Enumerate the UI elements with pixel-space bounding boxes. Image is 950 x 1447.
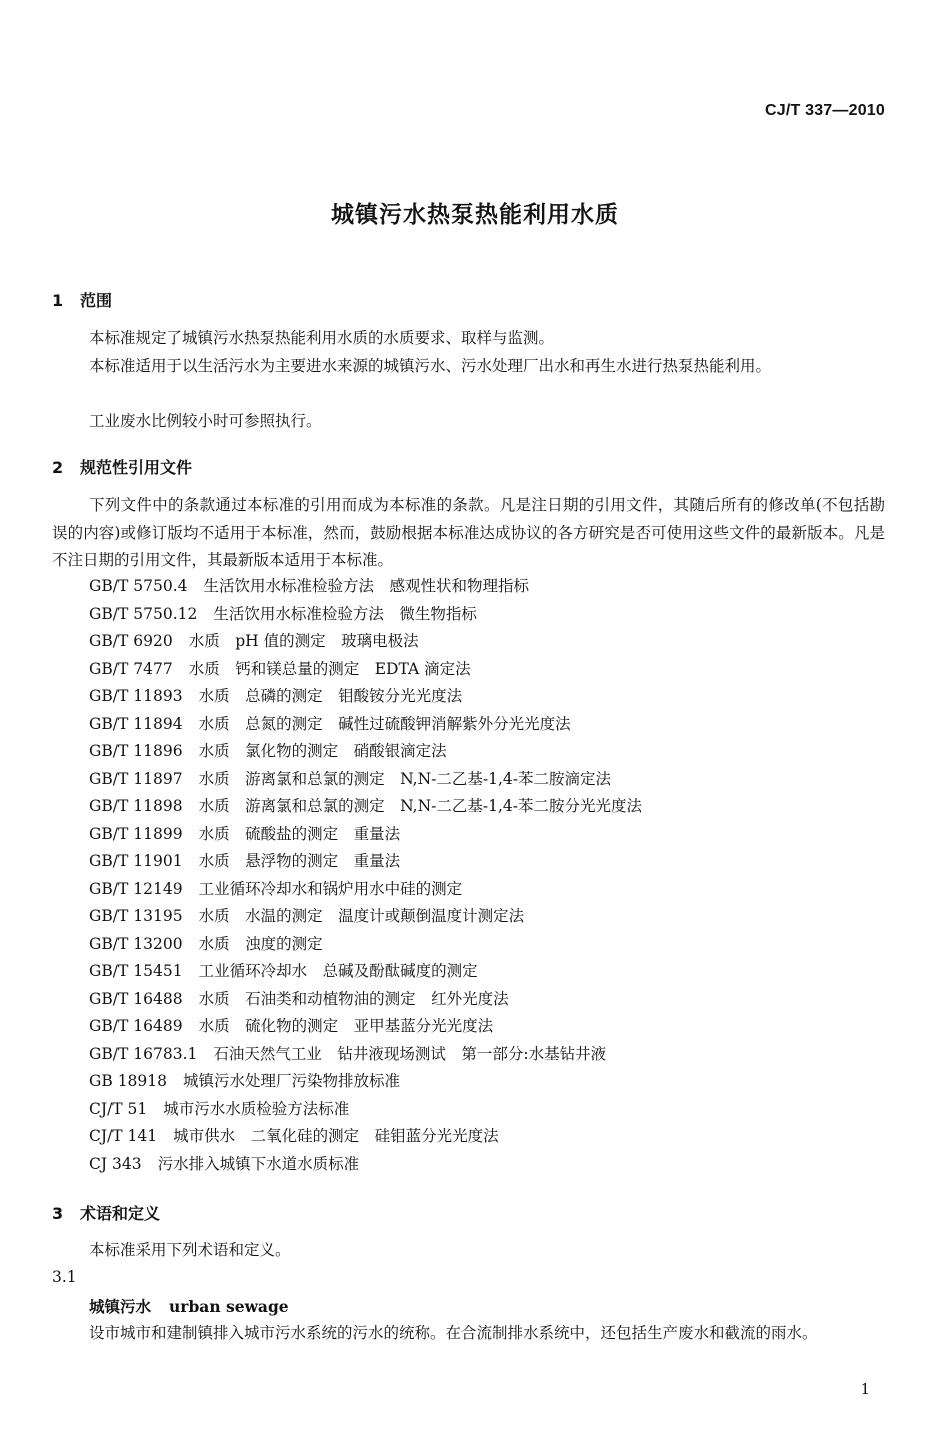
reference-title: 污水排入城镇下水道水质标准	[157, 1154, 360, 1173]
reference-code: GB/T 11899	[89, 824, 183, 843]
reference-code: GB/T 11893	[89, 687, 183, 705]
reference-code: CJ/T 51	[89, 1099, 148, 1118]
section-1-heading	[52, 288, 112, 311]
reference-item	[89, 711, 642, 739]
reference-title: 城镇污水处理厂污染物排放标准	[183, 1072, 401, 1090]
reference-title: 工业循环冷却水和锅炉用水中硅的测定	[198, 879, 463, 898]
reference-title: 水质 总氮的测定 碱性过硫酸钾消解紫外分光光度法	[198, 714, 571, 733]
reference-title: 水质 氯化物的测定 硝酸银滴定法	[198, 742, 447, 760]
reference-item	[89, 793, 642, 821]
term-definition: 设市城市和建制镇排入城市污水系统的污水的统称。在合流制排水系统中，还包括生产废水和截流的雨水。	[89, 1324, 818, 1342]
section-title: 术语和定义	[80, 1204, 161, 1223]
reference-code: GB/T 11896	[89, 742, 183, 760]
term-name-en: urban sewage	[169, 1297, 289, 1316]
reference-title: 水质 水温的测定 温度计或颠倒温度计测定法	[198, 907, 525, 925]
term-heading	[89, 1295, 289, 1317]
reference-title: 城市污水水质检验方法标准	[163, 1099, 350, 1118]
reference-code: GB/T 5750.4	[89, 577, 188, 595]
reference-code: GB/T 11901	[89, 852, 183, 870]
section-2-intro: 下列文件中的条款通过本标准的引用而成为本标准的条款。凡是注日期的引用文件，其随后所有的修改单(不包括勘误的内容)或修订版均不适用于本标准，然而，鼓励根据本标准达成协议的各方研究是否可使用这些文件的最新版本。凡是不注日期的引用文件，其最新版本适用于本标准。	[52, 496, 885, 569]
reference-item	[89, 958, 642, 986]
reference-item	[89, 601, 642, 629]
reference-title: 石油天然气工业 钻井液现场测试 第一部分:水基钻井液	[213, 1044, 607, 1063]
section-2-heading	[52, 455, 192, 478]
reference-list	[89, 573, 642, 1178]
section-3-heading	[52, 1201, 160, 1224]
section-1-paragraph-2: 本标准适用于以生活污水为主要进水来源的城镇污水、污水处理厂出水和再生水进行热泵热能利用。	[89, 357, 772, 375]
reference-item	[89, 876, 642, 904]
reference-code: GB/T 16783.1	[89, 1044, 198, 1063]
section-number: 2	[52, 458, 64, 477]
reference-item	[89, 1068, 642, 1096]
reference-title: 水质 钙和镁总量的测定 EDTA 滴定法	[188, 659, 471, 678]
reference-code: GB/T 6920	[89, 632, 173, 650]
reference-code: GB/T 11898	[89, 797, 183, 815]
reference-item	[89, 628, 642, 656]
reference-title: 水质 游离氯和总氯的测定 N,N-二乙基-1,4-苯二胺滴定法	[198, 769, 612, 788]
reference-title: 水质 硫酸盐的测定 重量法	[198, 824, 401, 843]
term-name-cn: 城镇污水	[89, 1298, 152, 1316]
reference-item	[89, 683, 642, 711]
reference-item	[89, 738, 642, 766]
section-1-paragraph-3: 工业废水比例较小时可参照执行。	[89, 412, 322, 430]
reference-item	[89, 848, 642, 876]
reference-code: GB/T 13195	[89, 907, 183, 925]
reference-item	[89, 821, 642, 849]
reference-code: CJ/T 141	[89, 1127, 158, 1145]
reference-item	[89, 1151, 642, 1179]
reference-title: 水质 浊度的测定	[198, 934, 323, 953]
reference-item	[89, 766, 642, 794]
reference-code: CJ 343	[89, 1154, 142, 1173]
section-3-intro: 本标准采用下列术语和定义。	[89, 1241, 291, 1259]
reference-item	[89, 1013, 642, 1041]
reference-item	[89, 986, 642, 1014]
standard-code: CJ/T 337—2010	[764, 102, 885, 119]
reference-title: 水质 硫化物的测定 亚甲基蓝分光光度法	[198, 1017, 494, 1035]
reference-code: GB/T 12149	[89, 879, 183, 898]
reference-code: GB/T 7477	[89, 659, 173, 678]
reference-item	[89, 573, 642, 601]
reference-code: GB/T 11897	[89, 769, 183, 788]
reference-item	[89, 1123, 642, 1151]
reference-code: GB/T 11894	[89, 714, 183, 733]
reference-item	[89, 903, 642, 931]
reference-title: 工业循环冷却水 总碱及酚酞碱度的测定	[198, 962, 478, 980]
reference-item	[89, 656, 642, 684]
reference-code: GB 18918	[89, 1072, 168, 1090]
reference-code: GB/T 16488	[89, 989, 183, 1008]
section-number: 3	[52, 1204, 64, 1223]
section-title: 范围	[80, 291, 113, 310]
page-number: 1	[860, 1380, 870, 1398]
reference-title: 水质 游离氯和总氯的测定 N,N-二乙基-1,4-苯二胺分光光度法	[198, 797, 643, 815]
reference-item	[89, 931, 642, 959]
section-title: 规范性引用文件	[80, 458, 193, 477]
section-number: 1	[52, 291, 64, 310]
reference-title: 生活饮用水标准检验方法 微生物指标	[213, 604, 477, 623]
reference-item	[89, 1096, 642, 1124]
section-1-paragraph-1: 本标准规定了城镇污水热泵热能利用水质的水质要求、取样与监测。	[89, 329, 555, 347]
term-number: 3.1	[52, 1268, 77, 1286]
reference-code: GB/T 5750.12	[89, 604, 198, 623]
reference-title: 水质 石油类和动植物油的测定 红外光度法	[198, 989, 509, 1008]
reference-title: 水质 总磷的测定 钼酸铵分光光度法	[198, 687, 463, 705]
reference-title: 水质 pH 值的测定 玻璃电极法	[188, 632, 419, 650]
reference-item	[89, 1041, 642, 1069]
reference-code: GB/T 16489	[89, 1017, 183, 1035]
reference-code: GB/T 15451	[89, 962, 183, 980]
reference-title: 城市供水 二氧化硅的测定 硅钼蓝分光光度法	[173, 1127, 499, 1145]
reference-code: GB/T 13200	[89, 934, 183, 953]
reference-title: 生活饮用水标准检验方法 感观性状和物理指标	[203, 577, 530, 595]
document-title: 城镇污水热泵热能利用水质	[331, 202, 619, 228]
reference-title: 水质 悬浮物的测定 重量法	[198, 852, 401, 870]
